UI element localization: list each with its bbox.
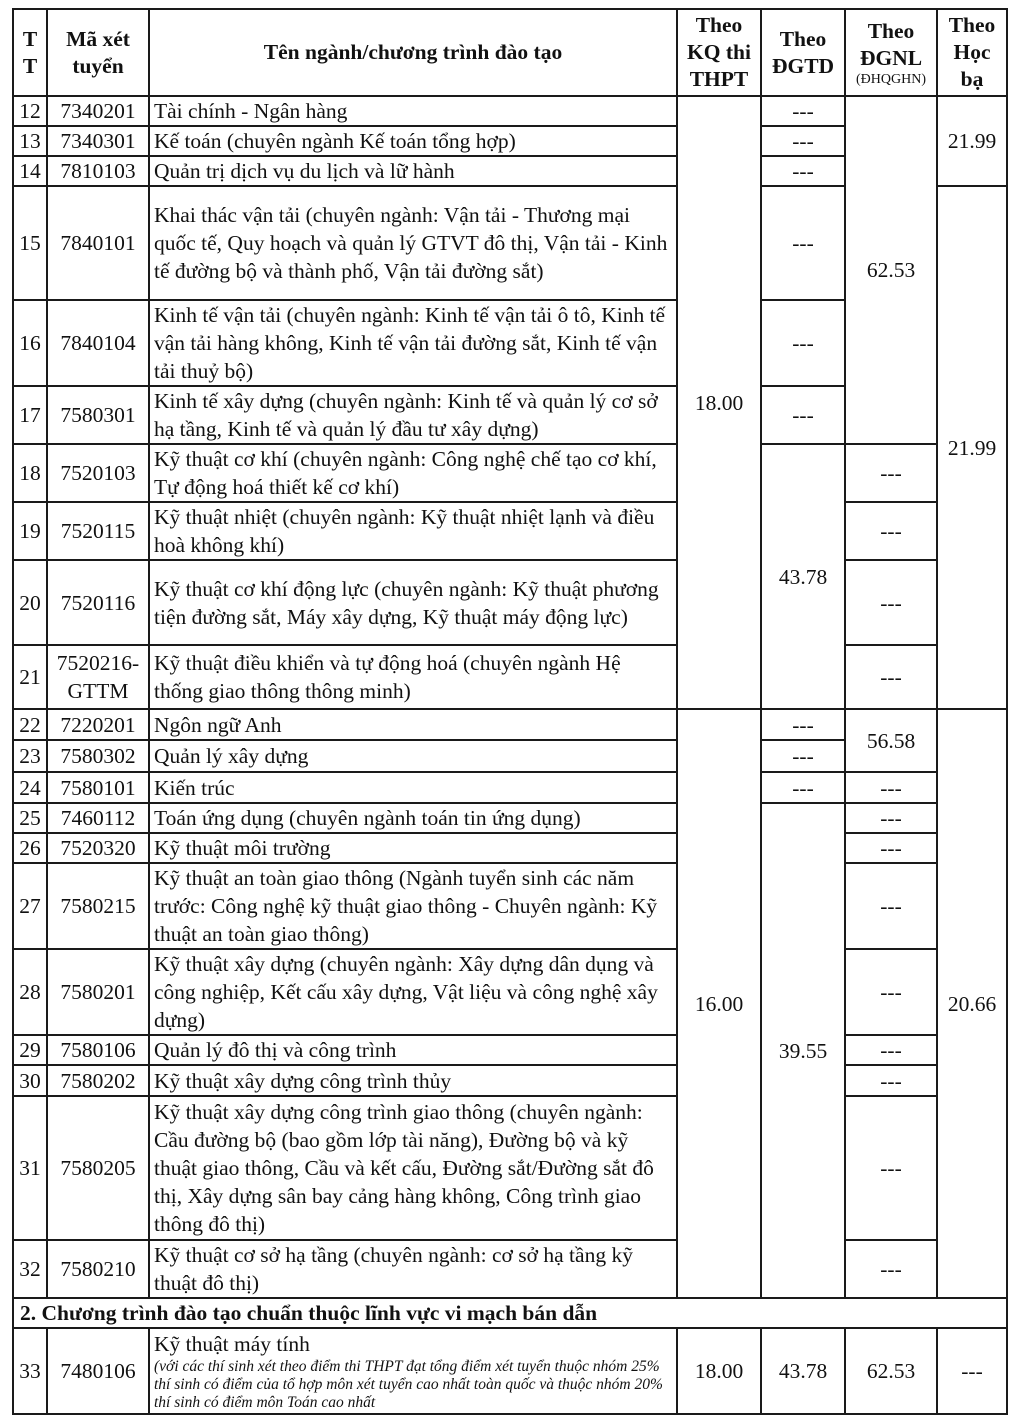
- row-program-name-with-note: [149, 1328, 677, 1414]
- row-tt: 20: [13, 560, 47, 645]
- table-row: [13, 1035, 1007, 1065]
- row-tt: 31: [13, 1096, 47, 1240]
- row-program-name: Kỹ thuật điều khiển và tự động hoá (chuyên ngành Hệ thống giao thông thông minh): [149, 645, 677, 709]
- header-dgnl: [845, 9, 937, 96]
- admission-score-table: [12, 8, 1008, 1415]
- row-code: 7580101: [47, 772, 149, 803]
- row-dgnl: ---: [845, 772, 937, 803]
- row-dgtd: ---: [761, 740, 845, 772]
- table-row: [13, 560, 1007, 645]
- row-dgnl: ---: [845, 949, 937, 1035]
- dgnl-score-group-a: 62.53: [845, 96, 937, 444]
- header-dgnl-sub: (ĐHQGHN): [856, 71, 926, 87]
- row-program-name: Kỹ thuật xây dựng (chuyên ngành: Xây dựng dân dụng và công nghiệp, Kết cấu xây dựng, Vật liệu và công nghệ xây dựng): [149, 949, 677, 1035]
- row-program-name: Tài chính - Ngân hàng: [149, 96, 677, 126]
- row-code: 7520320: [47, 833, 149, 863]
- row-tt: 13: [13, 126, 47, 156]
- row-program-name: Kỹ thuật cơ khí động lực (chuyên ngành: Kỹ thuật phương tiện đường sắt, Máy xây dựng, Kỹ thuật máy động lực): [149, 560, 677, 645]
- row-code: 7580301: [47, 386, 149, 444]
- table-row: [13, 803, 1007, 833]
- row-tt: 14: [13, 156, 47, 186]
- row-dgnl: ---: [845, 863, 937, 949]
- row-tt: 22: [13, 709, 47, 740]
- row-tt: 29: [13, 1035, 47, 1065]
- row-dgnl: ---: [845, 502, 937, 560]
- row-dgnl: ---: [845, 1240, 937, 1298]
- row-code: 7340301: [47, 126, 149, 156]
- table-row: [13, 1240, 1007, 1298]
- table-row: [13, 444, 1007, 502]
- section-header-row: [13, 1298, 1007, 1328]
- row-program-name: Kế toán (chuyên ngành Kế toán tổng hợp): [149, 126, 677, 156]
- row-code: 7520116: [47, 560, 149, 645]
- table-row: [13, 1328, 1007, 1414]
- row-tt: 17: [13, 386, 47, 444]
- header-program-name: Tên ngành/chương trình đào tạo: [149, 9, 677, 96]
- row-program-name: Quản lý đô thị và công trình: [149, 1035, 677, 1065]
- row-program-name: Kỹ thuật an toàn giao thông (Ngành tuyển sinh các năm trước: Công nghệ kỹ thuật giao thông - Chuyên ngành: Kỹ thuật an toàn giao thông): [149, 863, 677, 949]
- row-dgtd: ---: [761, 386, 845, 444]
- row-program-name: Toán ứng dụng (chuyên ngành toán tin ứng dụng): [149, 803, 677, 833]
- dgtd-score-group-b: 39.55: [761, 803, 845, 1298]
- row-code: 7810103: [47, 156, 149, 186]
- row-tt: 33: [13, 1328, 47, 1414]
- row-code: 7580106: [47, 1035, 149, 1065]
- row-tt: 12: [13, 96, 47, 126]
- row-program-name: Kiến trúc: [149, 772, 677, 803]
- row-dgnl: ---: [845, 444, 937, 502]
- row-program-name: Quản lý xây dựng: [149, 740, 677, 772]
- thpt-score-group-a: 18.00: [677, 96, 761, 709]
- table-row: [13, 709, 1007, 740]
- row-tt: 21: [13, 645, 47, 709]
- row-dgtd: ---: [761, 156, 845, 186]
- section-2-title: 2. Chương trình đào tạo chuẩn thuộc lĩnh vực vi mạch bán dẫn: [13, 1298, 1007, 1328]
- row-code: 7520115: [47, 502, 149, 560]
- row-dgtd: ---: [761, 709, 845, 740]
- dgtd-score-group-a: 43.78: [761, 444, 845, 709]
- row-tt: 28: [13, 949, 47, 1035]
- table-header-row: [13, 9, 1007, 96]
- row-code: 7480106: [47, 1328, 149, 1414]
- row-dgtd: ---: [761, 300, 845, 386]
- header-dgtd: Theo ĐGTD: [761, 9, 845, 96]
- row-program-name: Kinh tế vận tải (chuyên ngành: Kinh tế vận tải ô tô, Kinh tế vận tải hàng không, Kinh tế vận tải đường sắt, Kinh tế vận tải thuỷ bộ): [149, 300, 677, 386]
- row-dgtd: 43.78: [761, 1328, 845, 1414]
- thpt-score-group-b: 16.00: [677, 709, 761, 1298]
- row-dgnl: ---: [845, 1035, 937, 1065]
- row-code: 7580210: [47, 1240, 149, 1298]
- hocba-score-group-b: 21.99: [937, 186, 1007, 709]
- row-code: 7840104: [47, 300, 149, 386]
- row-dgnl: ---: [845, 645, 937, 709]
- row-code: 7220201: [47, 709, 149, 740]
- table-row: [13, 949, 1007, 1035]
- row-tt: 15: [13, 186, 47, 300]
- row-dgnl: 62.53: [845, 1328, 937, 1414]
- row-tt: 26: [13, 833, 47, 863]
- row-program-name: Kỹ thuật xây dựng công trình thủy: [149, 1065, 677, 1096]
- row-tt: 32: [13, 1240, 47, 1298]
- row-code: 7520103: [47, 444, 149, 502]
- table-row: [13, 1065, 1007, 1096]
- row-hocba: ---: [937, 1328, 1007, 1414]
- row-tt: 18: [13, 444, 47, 502]
- row-code: 7520216-GTTM: [47, 645, 149, 709]
- row-dgtd: ---: [761, 96, 845, 126]
- row-dgtd: ---: [761, 186, 845, 300]
- table-row: [13, 502, 1007, 560]
- row-dgnl: ---: [845, 1065, 937, 1096]
- row-dgnl: ---: [845, 560, 937, 645]
- row-tt: 16: [13, 300, 47, 386]
- table-row: [13, 645, 1007, 709]
- row-dgnl: ---: [845, 803, 937, 833]
- row-program-name: Kỹ thuật nhiệt (chuyên ngành: Kỹ thuật nhiệt lạnh và điều hoà không khí): [149, 502, 677, 560]
- header-dgnl-label: Theo ĐGNL: [859, 18, 923, 70]
- dgnl-score-group-b: 56.58: [845, 709, 937, 772]
- row-tt: 25: [13, 803, 47, 833]
- row-dgtd: ---: [761, 772, 845, 803]
- row-code: 7580205: [47, 1096, 149, 1240]
- row-program-name: Kỹ thuật cơ sở hạ tầng (chuyên ngành: cơ sở hạ tầng kỹ thuật đô thị): [149, 1240, 677, 1298]
- row-program-name: Kỹ thuật máy tính: [154, 1332, 310, 1356]
- row-tt: 27: [13, 863, 47, 949]
- table-row: [13, 1096, 1007, 1240]
- row-dgtd: ---: [761, 126, 845, 156]
- table-row: [13, 772, 1007, 803]
- row-program-name: Kỹ thuật cơ khí (chuyên ngành: Công nghệ chế tạo cơ khí, Tự động hoá thiết kế cơ khí): [149, 444, 677, 502]
- row-thpt: 18.00: [677, 1328, 761, 1414]
- row-code: 7580302: [47, 740, 149, 772]
- row-dgnl: ---: [845, 1096, 937, 1240]
- row-program-note: (với các thí sinh xét theo điểm thi THPT đạt tổng điểm xét tuyển thuộc nhóm 25% thí sinh có điểm của tổ hợp môn xét tuyển cao nhất toàn quốc và thuộc nhóm 20% thí sinh có điểm môn Toán cao nhất: [154, 1358, 663, 1411]
- row-tt: 24: [13, 772, 47, 803]
- row-code: 7840101: [47, 186, 149, 300]
- row-program-name: Kỹ thuật xây dựng công trình giao thông (chuyên ngành: Cầu đường bộ (bao gồm lớp tài năng), Đường bộ và kỹ thuật giao thông, Cầu và kết cấu, Đường sắt/Đường sắt đô thị, Xây dựng sân bay cảng hàng không, Công trình giao thông đô thị): [149, 1096, 677, 1240]
- row-code: 7460112: [47, 803, 149, 833]
- row-program-name: Quản trị dịch vụ du lịch và lữ hành: [149, 156, 677, 186]
- header-thpt: Theo KQ thi THPT: [677, 9, 761, 96]
- row-dgnl: ---: [845, 833, 937, 863]
- row-code: 7580202: [47, 1065, 149, 1096]
- row-program-name: Kinh tế xây dựng (chuyên ngành: Kinh tế và quản lý cơ sở hạ tầng, Kinh tế và quản lý đầu tư xây dựng): [149, 386, 677, 444]
- row-code: 7580215: [47, 863, 149, 949]
- table-row: [13, 863, 1007, 949]
- hocba-score-group-c: 20.66: [937, 709, 1007, 1298]
- row-program-name: Khai thác vận tải (chuyên ngành: Vận tải - Thương mại quốc tế, Quy hoạch và quản lý GTVT đô thị, Vận tải - Kinh tế đường bộ và thành phố, Vận tải đường sắt): [149, 186, 677, 300]
- row-tt: 30: [13, 1065, 47, 1096]
- admission-score-table-page: [12, 8, 1008, 1415]
- hocba-score-group-a: 21.99: [937, 96, 1007, 186]
- row-program-name: Ngôn ngữ Anh: [149, 709, 677, 740]
- header-tt: T T: [13, 9, 47, 96]
- row-program-name: Kỹ thuật môi trường: [149, 833, 677, 863]
- header-hocba: Theo Học bạ: [937, 9, 1007, 96]
- row-tt: 23: [13, 740, 47, 772]
- row-tt: 19: [13, 502, 47, 560]
- row-code: 7340201: [47, 96, 149, 126]
- table-row: [13, 96, 1007, 126]
- table-row: [13, 833, 1007, 863]
- header-code: Mã xét tuyển: [47, 9, 149, 96]
- row-code: 7580201: [47, 949, 149, 1035]
